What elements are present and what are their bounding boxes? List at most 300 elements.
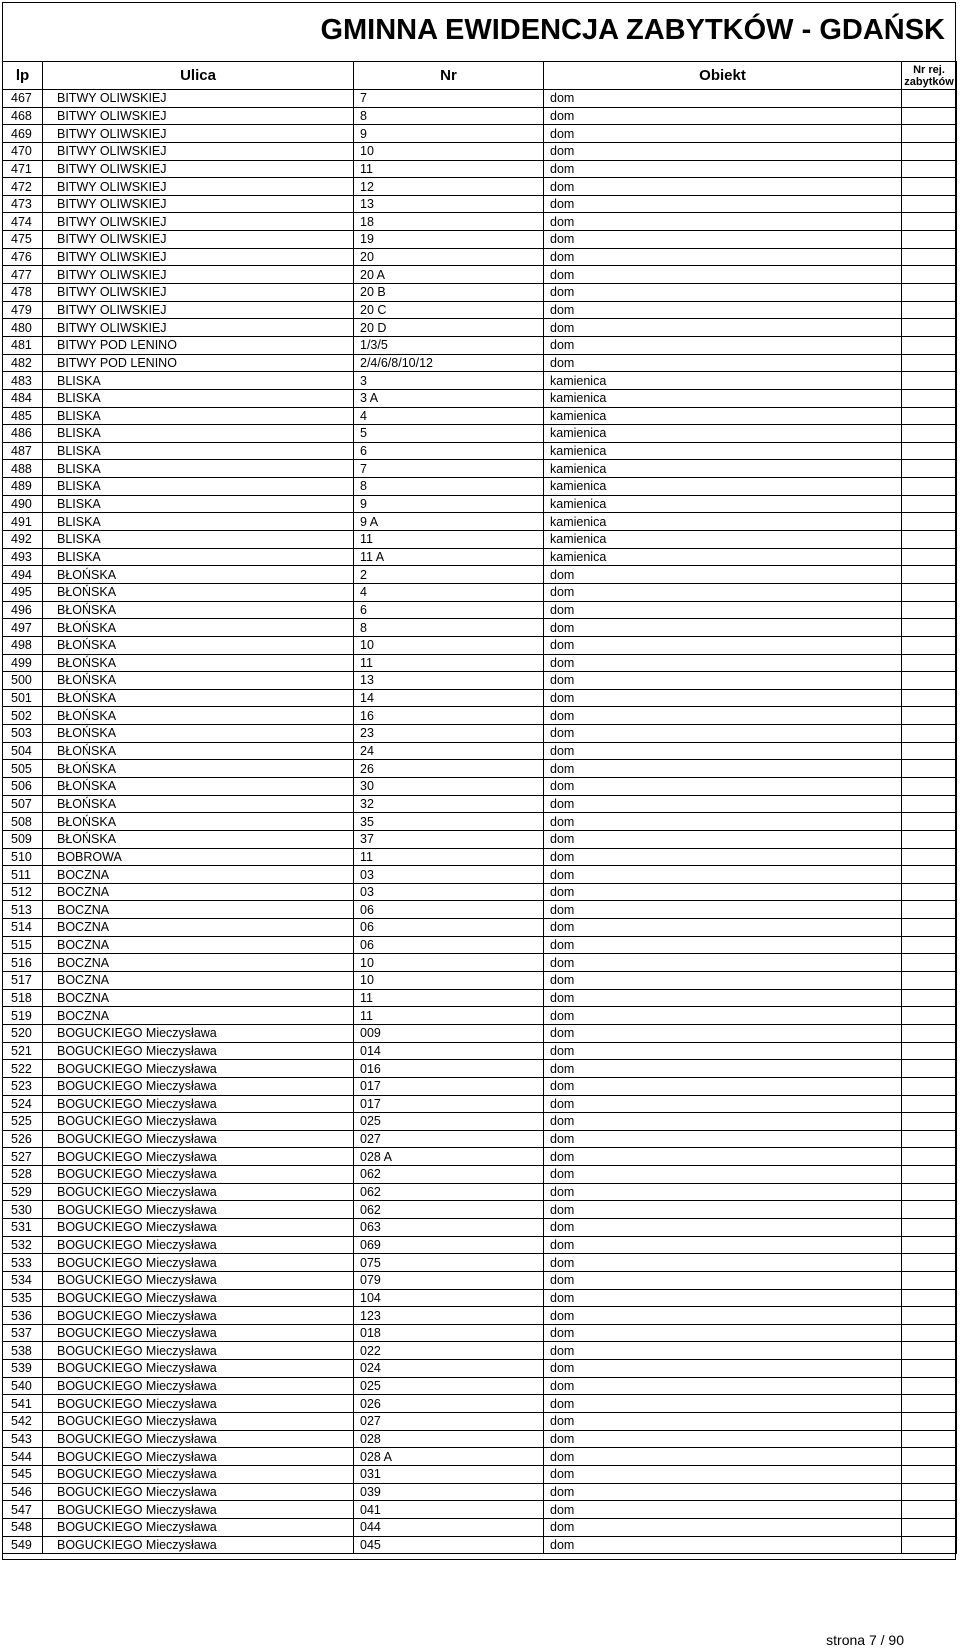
cell-ulica: BITWY OLIWSKIEJ — [43, 248, 354, 266]
cell-nrrej — [902, 336, 957, 354]
cell-nr: 35 — [354, 813, 544, 831]
cell-obiekt: kamienica — [544, 460, 902, 478]
cell-lp: 533 — [3, 1254, 43, 1272]
cell-nr: 028 — [354, 1430, 544, 1448]
cell-nrrej — [902, 1377, 957, 1395]
cell-nrrej — [902, 883, 957, 901]
cell-obiekt: dom — [544, 1095, 902, 1113]
table-row — [3, 513, 957, 531]
cell-nr: 123 — [354, 1307, 544, 1325]
cell-obiekt: dom — [544, 1042, 902, 1060]
cell-obiekt: kamienica — [544, 478, 902, 496]
cell-ulica: BOGUCKIEGO Mieczysława — [43, 1236, 354, 1254]
cell-lp: 545 — [3, 1465, 43, 1483]
cell-ulica: BOGUCKIEGO Mieczysława — [43, 1254, 354, 1272]
cell-obiekt: dom — [544, 1289, 902, 1307]
cell-lp: 506 — [3, 777, 43, 795]
cell-nr: 9 — [354, 125, 544, 143]
table-row — [3, 1113, 957, 1131]
cell-obiekt: dom — [544, 777, 902, 795]
cell-lp: 471 — [3, 160, 43, 178]
cell-ulica: BOGUCKIEGO Mieczysława — [43, 1095, 354, 1113]
cell-lp: 492 — [3, 531, 43, 549]
cell-obiekt: dom — [544, 830, 902, 848]
cell-nrrej — [902, 195, 957, 213]
table-row — [3, 407, 957, 425]
cell-nrrej — [902, 830, 957, 848]
cell-ulica: BITWY POD LENINO — [43, 354, 354, 372]
cell-lp: 478 — [3, 284, 43, 302]
cell-nrrej — [902, 689, 957, 707]
cell-nr: 7 — [354, 90, 544, 108]
cell-lp: 477 — [3, 266, 43, 284]
table-row — [3, 919, 957, 937]
cell-obiekt: dom — [544, 1501, 902, 1519]
cell-nr: 027 — [354, 1413, 544, 1431]
table-row — [3, 742, 957, 760]
cell-obiekt: dom — [544, 866, 902, 884]
table-row — [3, 672, 957, 690]
cell-nrrej — [902, 972, 957, 990]
table-body — [3, 90, 957, 1554]
cell-obiekt: dom — [544, 742, 902, 760]
cell-nrrej — [902, 619, 957, 637]
cell-nr: 044 — [354, 1518, 544, 1536]
cell-nrrej — [902, 354, 957, 372]
cell-nrrej — [902, 1254, 957, 1272]
cell-lp: 549 — [3, 1536, 43, 1554]
cell-ulica: BŁOŃSKA — [43, 777, 354, 795]
cell-ulica: BOGUCKIEGO Mieczysława — [43, 1395, 354, 1413]
cell-nr: 20 — [354, 248, 544, 266]
cell-obiekt: dom — [544, 319, 902, 337]
cell-obiekt: dom — [544, 760, 902, 778]
cell-lp: 519 — [3, 1007, 43, 1025]
cell-nr: 20 B — [354, 284, 544, 302]
cell-nr: 24 — [354, 742, 544, 760]
cell-nrrej — [902, 1395, 957, 1413]
cell-nr: 11 — [354, 160, 544, 178]
cell-obiekt: kamienica — [544, 372, 902, 390]
table-row — [3, 954, 957, 972]
cell-nr: 104 — [354, 1289, 544, 1307]
cell-nr: 4 — [354, 407, 544, 425]
table-row — [3, 989, 957, 1007]
cell-nr: 11 — [354, 848, 544, 866]
cell-nrrej — [902, 372, 957, 390]
cell-nrrej — [902, 707, 957, 725]
cell-obiekt: dom — [544, 919, 902, 937]
cell-obiekt: dom — [544, 266, 902, 284]
cell-nr: 027 — [354, 1130, 544, 1148]
cell-lp: 513 — [3, 901, 43, 919]
cell-obiekt: dom — [544, 107, 902, 125]
cell-nr: 8 — [354, 478, 544, 496]
cell-obiekt: dom — [544, 248, 902, 266]
cell-lp: 487 — [3, 442, 43, 460]
cell-lp: 541 — [3, 1395, 43, 1413]
cell-ulica: BŁOŃSKA — [43, 601, 354, 619]
cell-obiekt: dom — [544, 1183, 902, 1201]
cell-nr: 06 — [354, 919, 544, 937]
cell-lp: 510 — [3, 848, 43, 866]
cell-nrrej — [902, 760, 957, 778]
table-row — [3, 725, 957, 743]
cell-lp: 467 — [3, 90, 43, 108]
cell-lp: 469 — [3, 125, 43, 143]
cell-obiekt: dom — [544, 583, 902, 601]
cell-ulica: BOGUCKIEGO Mieczysława — [43, 1448, 354, 1466]
cell-nrrej — [902, 1483, 957, 1501]
table-row — [3, 1254, 957, 1272]
cell-nr: 6 — [354, 442, 544, 460]
cell-nr: 06 — [354, 901, 544, 919]
table-row — [3, 1518, 957, 1536]
cell-nrrej — [902, 178, 957, 196]
cell-lp: 548 — [3, 1518, 43, 1536]
cell-obiekt: dom — [544, 1077, 902, 1095]
cell-ulica: BOGUCKIEGO Mieczysława — [43, 1113, 354, 1131]
cell-ulica: BITWY OLIWSKIEJ — [43, 178, 354, 196]
cell-obiekt: kamienica — [544, 425, 902, 443]
cell-obiekt: dom — [544, 160, 902, 178]
cell-lp: 468 — [3, 107, 43, 125]
table-row — [3, 301, 957, 319]
cell-ulica: BITWY OLIWSKIEJ — [43, 125, 354, 143]
cell-lp: 491 — [3, 513, 43, 531]
cell-nrrej — [902, 1448, 957, 1466]
cell-nrrej — [902, 636, 957, 654]
table-row — [3, 1324, 957, 1342]
cell-nr: 009 — [354, 1024, 544, 1042]
cell-ulica: BOGUCKIEGO Mieczysława — [43, 1024, 354, 1042]
table-row — [3, 1536, 957, 1554]
cell-nrrej — [902, 107, 957, 125]
table-row — [3, 1007, 957, 1025]
cell-nr: 13 — [354, 672, 544, 690]
table-row — [3, 142, 957, 160]
cell-lp: 482 — [3, 354, 43, 372]
cell-obiekt: dom — [544, 1024, 902, 1042]
cell-lp: 523 — [3, 1077, 43, 1095]
cell-lp: 508 — [3, 813, 43, 831]
table-row — [3, 1201, 957, 1219]
cell-obiekt: dom — [544, 1483, 902, 1501]
cell-lp: 472 — [3, 178, 43, 196]
cell-lp: 547 — [3, 1501, 43, 1519]
cell-obiekt: dom — [544, 336, 902, 354]
cell-ulica: BOGUCKIEGO Mieczysława — [43, 1271, 354, 1289]
table-row — [3, 531, 957, 549]
table-row — [3, 1077, 957, 1095]
table-row — [3, 442, 957, 460]
cell-nr: 062 — [354, 1166, 544, 1184]
cell-nr: 10 — [354, 636, 544, 654]
table-row — [3, 1183, 957, 1201]
cell-nrrej — [902, 90, 957, 108]
table-row — [3, 90, 957, 108]
table-header-row — [3, 62, 957, 90]
header-obiekt: Obiekt — [544, 62, 902, 90]
table-row — [3, 1360, 957, 1378]
table-row — [3, 619, 957, 637]
table-row — [3, 336, 957, 354]
cell-ulica: BITWY OLIWSKIEJ — [43, 319, 354, 337]
cell-nr: 9 A — [354, 513, 544, 531]
table-row — [3, 1448, 957, 1466]
cell-lp: 484 — [3, 389, 43, 407]
cell-nr: 045 — [354, 1536, 544, 1554]
table-row — [3, 1307, 957, 1325]
cell-nrrej — [902, 1007, 957, 1025]
cell-obiekt: dom — [544, 566, 902, 584]
cell-nrrej — [902, 866, 957, 884]
cell-obiekt: dom — [544, 1465, 902, 1483]
table-row — [3, 1095, 957, 1113]
cell-ulica: BŁOŃSKA — [43, 830, 354, 848]
cell-obiekt: dom — [544, 142, 902, 160]
cell-nrrej — [902, 1219, 957, 1237]
table-row — [3, 1342, 957, 1360]
cell-ulica: BOGUCKIEGO Mieczysława — [43, 1413, 354, 1431]
table-row — [3, 319, 957, 337]
cell-nr: 017 — [354, 1077, 544, 1095]
cell-lp: 535 — [3, 1289, 43, 1307]
cell-nrrej — [902, 1360, 957, 1378]
cell-nrrej — [902, 1536, 957, 1554]
cell-lp: 518 — [3, 989, 43, 1007]
cell-nr: 26 — [354, 760, 544, 778]
cell-ulica: BLISKA — [43, 548, 354, 566]
cell-ulica: BOGUCKIEGO Mieczysława — [43, 1166, 354, 1184]
cell-lp: 528 — [3, 1166, 43, 1184]
cell-lp: 498 — [3, 636, 43, 654]
cell-ulica: BITWY OLIWSKIEJ — [43, 90, 354, 108]
table-row — [3, 284, 957, 302]
cell-nrrej — [902, 513, 957, 531]
monuments-table — [2, 61, 957, 1554]
cell-nr: 014 — [354, 1042, 544, 1060]
cell-nr: 5 — [354, 425, 544, 443]
header-nr: Nr — [354, 62, 544, 90]
cell-nrrej — [902, 213, 957, 231]
table-row — [3, 636, 957, 654]
table-row — [3, 1271, 957, 1289]
cell-obiekt: dom — [544, 848, 902, 866]
cell-ulica: BŁOŃSKA — [43, 583, 354, 601]
cell-nr: 30 — [354, 777, 544, 795]
cell-nr: 3 — [354, 372, 544, 390]
cell-nr: 11 — [354, 1007, 544, 1025]
cell-nr: 23 — [354, 725, 544, 743]
cell-obiekt: dom — [544, 1254, 902, 1272]
cell-lp: 501 — [3, 689, 43, 707]
cell-nr: 37 — [354, 830, 544, 848]
cell-obiekt: dom — [544, 1271, 902, 1289]
cell-nr: 11 A — [354, 548, 544, 566]
table-row — [3, 830, 957, 848]
cell-lp: 543 — [3, 1430, 43, 1448]
cell-obiekt: dom — [544, 125, 902, 143]
cell-ulica: BLISKA — [43, 478, 354, 496]
cell-nrrej — [902, 654, 957, 672]
table-row — [3, 495, 957, 513]
cell-obiekt: dom — [544, 1166, 902, 1184]
cell-nr: 03 — [354, 866, 544, 884]
table-row — [3, 354, 957, 372]
cell-ulica: BOGUCKIEGO Mieczysława — [43, 1483, 354, 1501]
cell-nr: 4 — [354, 583, 544, 601]
cell-lp: 521 — [3, 1042, 43, 1060]
header-nr-rej-line1: Nr rej. — [913, 63, 945, 76]
cell-ulica: BITWY OLIWSKIEJ — [43, 231, 354, 249]
cell-nr: 11 — [354, 531, 544, 549]
cell-nrrej — [902, 389, 957, 407]
table-row — [3, 1236, 957, 1254]
cell-obiekt: dom — [544, 936, 902, 954]
cell-ulica: BŁOŃSKA — [43, 725, 354, 743]
cell-obiekt: dom — [544, 1236, 902, 1254]
cell-nr: 063 — [354, 1219, 544, 1237]
cell-nrrej — [902, 1342, 957, 1360]
cell-ulica: BITWY OLIWSKIEJ — [43, 160, 354, 178]
cell-nrrej — [902, 1183, 957, 1201]
cell-ulica: BOGUCKIEGO Mieczysława — [43, 1042, 354, 1060]
table-row — [3, 389, 957, 407]
cell-obiekt: dom — [544, 213, 902, 231]
cell-nr: 028 A — [354, 1148, 544, 1166]
cell-lp: 504 — [3, 742, 43, 760]
cell-nr: 025 — [354, 1377, 544, 1395]
cell-ulica: BITWY OLIWSKIEJ — [43, 195, 354, 213]
cell-nr: 20 C — [354, 301, 544, 319]
cell-nr: 06 — [354, 936, 544, 954]
table-row — [3, 566, 957, 584]
table-row — [3, 107, 957, 125]
cell-nrrej — [902, 231, 957, 249]
cell-nr: 079 — [354, 1271, 544, 1289]
cell-nr: 2/4/6/8/10/12 — [354, 354, 544, 372]
cell-nr: 028 A — [354, 1448, 544, 1466]
cell-nrrej — [902, 460, 957, 478]
table-row — [3, 583, 957, 601]
cell-lp: 530 — [3, 1201, 43, 1219]
cell-ulica: BITWY OLIWSKIEJ — [43, 107, 354, 125]
cell-obiekt: dom — [544, 954, 902, 972]
cell-ulica: BOGUCKIEGO Mieczysława — [43, 1289, 354, 1307]
table-row — [3, 178, 957, 196]
cell-ulica: BOBROWA — [43, 848, 354, 866]
table-row — [3, 1289, 957, 1307]
cell-lp: 524 — [3, 1095, 43, 1113]
cell-obiekt: dom — [544, 795, 902, 813]
cell-obiekt: dom — [544, 1007, 902, 1025]
cell-obiekt: kamienica — [544, 531, 902, 549]
table-row — [3, 460, 957, 478]
cell-ulica: BŁOŃSKA — [43, 636, 354, 654]
cell-lp: 529 — [3, 1183, 43, 1201]
cell-obiekt: dom — [544, 178, 902, 196]
cell-lp: 500 — [3, 672, 43, 690]
table-row — [3, 266, 957, 284]
cell-nrrej — [902, 1236, 957, 1254]
cell-ulica: BOGUCKIEGO Mieczysława — [43, 1148, 354, 1166]
cell-nrrej — [902, 319, 957, 337]
cell-ulica: BITWY OLIWSKIEJ — [43, 284, 354, 302]
cell-obiekt: dom — [544, 1536, 902, 1554]
cell-obiekt: dom — [544, 1413, 902, 1431]
cell-obiekt: dom — [544, 231, 902, 249]
cell-lp: 503 — [3, 725, 43, 743]
cell-nr: 022 — [354, 1342, 544, 1360]
cell-nr: 069 — [354, 1236, 544, 1254]
cell-nrrej — [902, 1430, 957, 1448]
table-row — [3, 901, 957, 919]
table-row — [3, 125, 957, 143]
cell-lp: 526 — [3, 1130, 43, 1148]
cell-nr: 8 — [354, 619, 544, 637]
cell-ulica: BLISKA — [43, 389, 354, 407]
table-row — [3, 1042, 957, 1060]
cell-ulica: BITWY OLIWSKIEJ — [43, 301, 354, 319]
cell-ulica: BLISKA — [43, 372, 354, 390]
cell-obiekt: dom — [544, 1395, 902, 1413]
cell-nrrej — [902, 301, 957, 319]
cell-obiekt: dom — [544, 689, 902, 707]
cell-obiekt: dom — [544, 301, 902, 319]
cell-nr: 018 — [354, 1324, 544, 1342]
header-ulica: Ulica — [43, 62, 354, 90]
cell-nrrej — [902, 284, 957, 302]
cell-nrrej — [902, 919, 957, 937]
cell-lp: 494 — [3, 566, 43, 584]
cell-nrrej — [902, 989, 957, 1007]
cell-obiekt: dom — [544, 1342, 902, 1360]
cell-obiekt: kamienica — [544, 495, 902, 513]
cell-lp: 520 — [3, 1024, 43, 1042]
table-row — [3, 425, 957, 443]
cell-ulica: BOCZNA — [43, 919, 354, 937]
table-row — [3, 866, 957, 884]
cell-nr: 026 — [354, 1395, 544, 1413]
cell-obiekt: kamienica — [544, 513, 902, 531]
cell-nr: 039 — [354, 1483, 544, 1501]
cell-ulica: BOGUCKIEGO Mieczysława — [43, 1360, 354, 1378]
cell-ulica: BITWY POD LENINO — [43, 336, 354, 354]
cell-obiekt: dom — [544, 1113, 902, 1131]
cell-nr: 017 — [354, 1095, 544, 1113]
cell-lp: 493 — [3, 548, 43, 566]
cell-ulica: BOGUCKIEGO Mieczysława — [43, 1536, 354, 1554]
cell-nrrej — [902, 954, 957, 972]
cell-nr: 03 — [354, 883, 544, 901]
cell-obiekt: dom — [544, 1518, 902, 1536]
cell-nrrej — [902, 248, 957, 266]
cell-nr: 075 — [354, 1254, 544, 1272]
cell-obiekt: kamienica — [544, 442, 902, 460]
table-row — [3, 548, 957, 566]
cell-nr: 6 — [354, 601, 544, 619]
cell-ulica: BLISKA — [43, 460, 354, 478]
cell-lp: 475 — [3, 231, 43, 249]
cell-nrrej — [902, 1324, 957, 1342]
cell-nr: 3 A — [354, 389, 544, 407]
cell-lp: 542 — [3, 1413, 43, 1431]
cell-obiekt: kamienica — [544, 407, 902, 425]
header-nr-rej-line2: zabytków — [904, 75, 954, 88]
cell-nrrej — [902, 813, 957, 831]
cell-nr: 11 — [354, 654, 544, 672]
